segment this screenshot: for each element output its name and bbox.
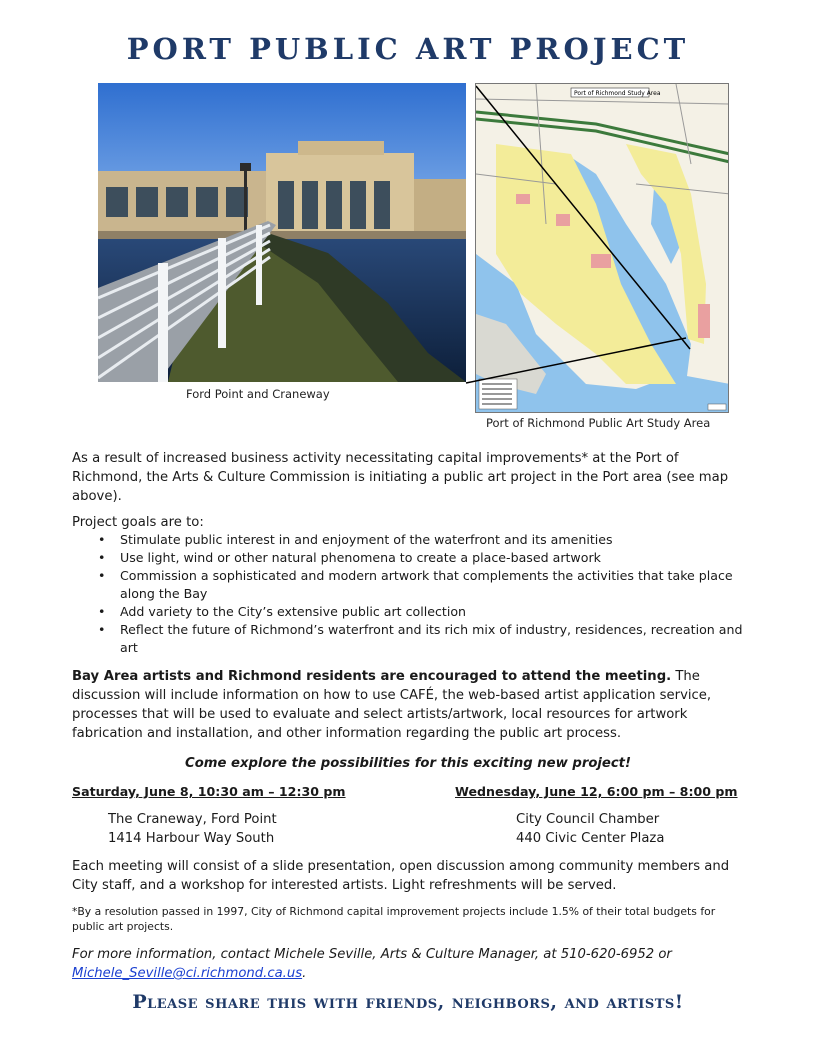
list-item: • Commission a sophisticated and modern artwork that complements the activities that take place along the Bay <box>72 567 744 603</box>
share-banner: Please share this with friends, neighbors, and artists! <box>132 991 684 1013</box>
intro-paragraph: As a result of increased business activity necessitating capital improvements* at the Port of Richmond, the Arts & Culture Commission is initiating a public art project in the Port area (see map above). <box>72 451 729 504</box>
call-to-action: Come explore the possibilities for this exciting new project! <box>185 756 631 771</box>
session-2-date: Wednesday, June 12, 6:00 pm – 8:00 pm <box>455 784 738 799</box>
goals-heading: Project goals are to: <box>72 515 204 530</box>
list-item: • Stimulate public interest in and enjoyment of the waterfront and its amenities <box>72 531 744 549</box>
list-item: • Use light, wind or other natural phenomena to create a place-based artwork <box>72 549 744 567</box>
callout-lines <box>0 0 816 460</box>
footnote: *By a resolution passed in 1997, City of Richmond capital improvement projects include 1.5% of their total budgets for public art projects. <box>72 905 716 933</box>
session-1-date: Saturday, June 8, 10:30 am – 12:30 pm <box>72 784 346 799</box>
email-link[interactable]: Michele_Seville@ci.richmond.ca.us <box>72 966 303 981</box>
list-item: • Add variety to the City’s extensive public art collection <box>72 603 744 621</box>
contact-text: For more information, contact Michele Seville, Arts & Culture Manager, at 510-620-6952 or <box>72 947 672 962</box>
photo-caption: Ford Point and Craneway <box>186 387 330 401</box>
list-item: • Reflect the future of Richmond’s waterfront and its rich mix of industry, residences, recreation and art <box>72 621 744 657</box>
venue-address: 440 Civic Center Plaza <box>516 831 665 846</box>
venue-address: 1414 Harbour Way South <box>108 831 275 846</box>
contact-info <box>72 945 744 983</box>
venue-name: The Craneway, Ford Point <box>108 812 277 827</box>
map-title: Port of Richmond Study Area <box>574 90 661 97</box>
map-caption: Port of Richmond Public Art Study Area <box>486 416 711 430</box>
venue-name: City Council Chamber <box>516 812 660 827</box>
session-1-venue <box>108 810 277 848</box>
meeting-rest: The discussion will include information on how to use CAFÉ, the web-based artist application service, processes that will be used to evaluate and select artists/artwork, local resources for artwork fabrication and installation, and other information regarding the public art process. <box>72 669 712 741</box>
contact-end: . <box>302 966 307 981</box>
format-paragraph: Each meeting will consist of a slide presentation, open discussion among community members and City staff, and a workshop for interested artists. Light refreshments will be served. <box>72 859 730 893</box>
meeting-paragraph <box>72 667 744 743</box>
session-2-venue <box>516 810 664 848</box>
page-title: PORT PUBLIC ART PROJECT <box>126 32 690 66</box>
goals-list <box>72 531 744 657</box>
meeting-bold: Bay Area artists and Richmond residents are encouraged to attend the meeting. <box>72 669 672 684</box>
